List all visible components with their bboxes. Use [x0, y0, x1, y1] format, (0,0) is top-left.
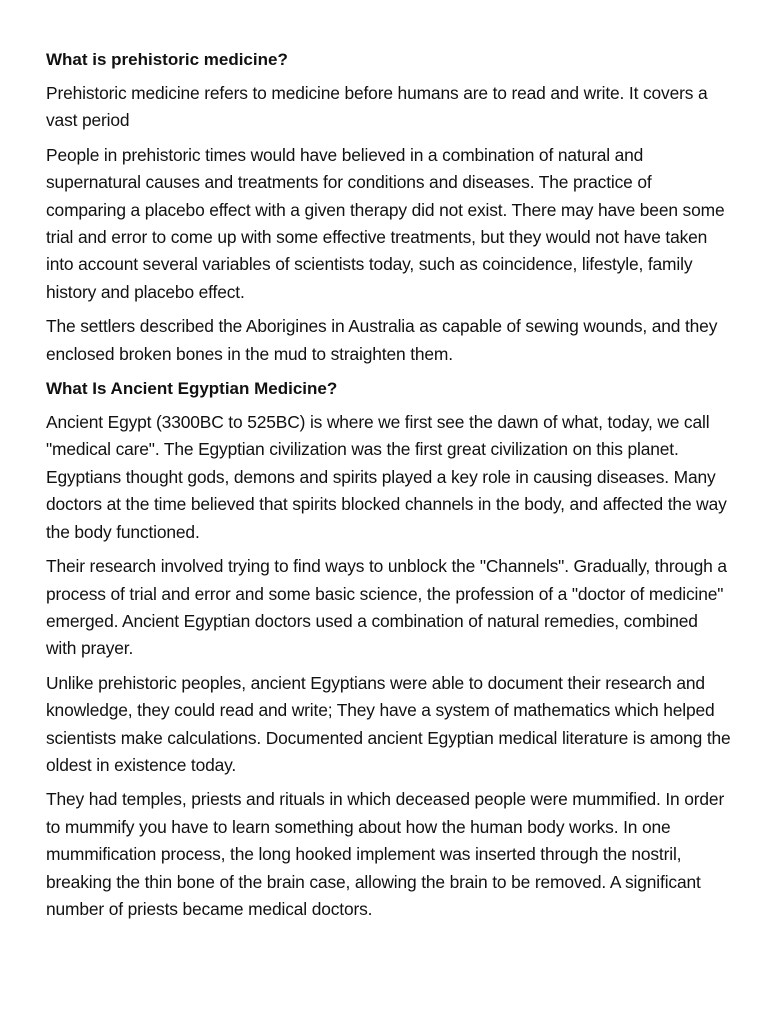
section-ancient-egyptian-medicine — [46, 375, 732, 923]
section-heading: What Is Ancient Egyptian Medicine? — [46, 379, 338, 399]
section-prehistoric-medicine — [46, 46, 732, 368]
paragraph: Their research involved trying to find ways to unblock the "Channels". Gradually, through a process of trial and error and some basic science, the profession of a "doctor of medicine" emerged. Ancient Egyptian doctors used a combination of natural remedies, combined with prayer. — [46, 556, 727, 659]
paragraph: They had temples, priests and rituals in which deceased people were mummified. In order to mummify you have to learn something about how the human body works. In one mummification process, the long hooked implement was inserted through the nostril, breaking the thin bone of the brain case, allowing the brain to be removed. A significant number of priests became medical doctors. — [46, 789, 725, 919]
paragraph: Unlike prehistoric peoples, ancient Egyptians were able to document their research and knowledge, they could read and write; They have a system of mathematics which helped scientists make calculations. Documented ancient Egyptian medical literature is among the oldest in existence today. — [46, 672, 731, 775]
paragraph: The settlers described the Aborigines in Australia as capable of sewing wounds, and they enclosed broken bones in the mud to straighten them. — [46, 316, 718, 364]
paragraph: People in prehistoric times would have believed in a combination of natural and supernatural causes and treatments for conditions and diseases. The practice of comparing a placebo effect with a given therapy did not exist. There may have been some trial and error to come up with some effective treatments, but they would not have taken into account several variables of scientists today, such as coincidence, lifestyle, family history and placebo effect. — [46, 144, 725, 302]
paragraph: Ancient Egypt (3300BC to 525BC) is where we first see the dawn of what, today, we call "medical care". The Egyptian civilization was the first great civilization on this planet. Egyptians thought gods, demons and spirits played a key role in causing diseases. Many doctors at the time believed that spirits blocked channels in the body, and affected the way the body functioned. — [46, 412, 727, 542]
document-page — [46, 46, 732, 930]
paragraph: Prehistoric medicine refers to medicine before humans are to read and write. It covers a vast period — [46, 83, 708, 131]
section-heading: What is prehistoric medicine? — [46, 50, 288, 69]
